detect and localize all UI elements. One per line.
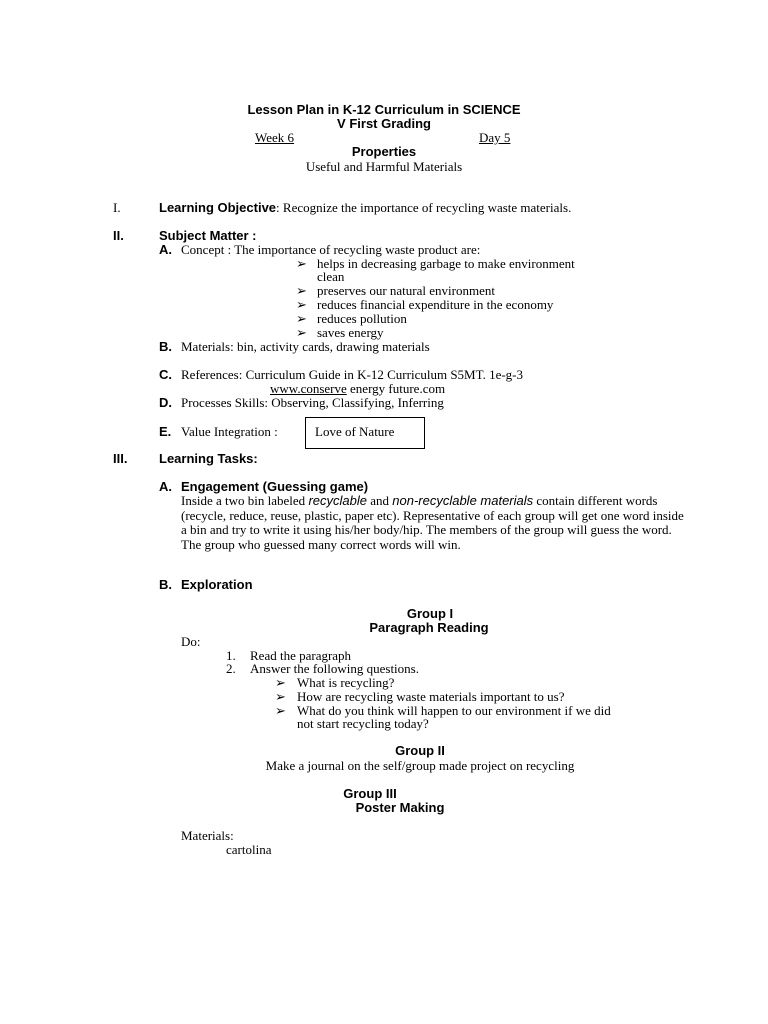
value-text: Love of Nature: [315, 424, 395, 439]
day-label: Day 5: [479, 130, 511, 145]
bullet-icon: ➢: [275, 689, 286, 704]
doc-title: Lesson Plan in K-12 Curriculum in SCIENCE: [247, 102, 521, 117]
non-recyclable-term: non-recyclable materials: [392, 493, 534, 508]
concept-bullet: saves energy: [317, 325, 384, 340]
week-label: Week 6: [255, 130, 295, 145]
exploration-title: Exploration: [181, 577, 253, 592]
objective-label: Learning Objective: [159, 200, 277, 215]
step-number: 1.: [226, 648, 236, 663]
engagement-title: Engagement (Guessing game): [181, 479, 369, 494]
item-letter: E.: [159, 424, 172, 439]
objective-line: [159, 201, 571, 215]
step-number: 2.: [226, 661, 236, 676]
bullet-icon: ➢: [296, 297, 307, 312]
concept-bullet: reduces pollution: [317, 311, 407, 326]
grade-heading: V First Grading: [337, 116, 431, 131]
concept-bullet: preserves our natural environment: [317, 283, 495, 298]
bullet-icon: ➢: [296, 256, 307, 271]
step-text: Answer the following questions.: [250, 661, 419, 676]
group-2-heading: Group II: [395, 743, 445, 758]
materials-item: cartolina: [226, 842, 272, 857]
bullet-icon: ➢: [275, 703, 286, 718]
group-1-heading: Group I: [406, 606, 454, 621]
bullet-icon: ➢: [296, 325, 307, 340]
question-item-cont: not start recycling today?: [297, 716, 429, 731]
do-label: Do:: [181, 634, 201, 649]
concept-bullet: helps in decreasing garbage to make environment: [317, 256, 575, 271]
item-letter: A.: [159, 479, 172, 494]
materials-label: Materials:: [181, 828, 234, 843]
engagement-paragraph: [181, 494, 686, 552]
objective-text: : Recognize the importance of recycling waste materials.: [276, 200, 572, 215]
step-text: Read the paragraph: [250, 648, 352, 663]
skills-text: Processes Skills: Observing, Classifying, Inferring: [181, 395, 444, 410]
item-letter: B.: [159, 577, 172, 592]
learning-tasks-heading: Learning Tasks:: [159, 451, 258, 466]
references-text: References: Curriculum Guide in K-12 Curriculum S5MT. 1e-g-3: [181, 367, 524, 382]
concept-bullet-cont: clean: [317, 269, 345, 284]
section-number: III.: [113, 451, 128, 466]
group-2-activity: Make a journal on the self/group made project on recycling: [265, 758, 575, 773]
bullet-icon: ➢: [296, 283, 307, 298]
item-letter: A.: [159, 242, 172, 257]
group-1-activity: Paragraph Reading: [369, 620, 489, 635]
bullet-icon: ➢: [296, 311, 307, 326]
question-item: How are recycling waste materials important to us?: [297, 689, 565, 704]
engagement-text: Inside a two bin labeled: [181, 493, 309, 508]
references-link-rest: energy future.com: [346, 381, 446, 396]
question-item: What is recycling?: [297, 675, 395, 690]
item-letter: C.: [159, 367, 172, 382]
materials-text: Materials: bin, activity cards, drawing materials: [181, 339, 430, 354]
question-item: What do you think will happen to our environment if we did: [297, 703, 611, 718]
references-url: [270, 382, 445, 396]
group-3-activity: Poster Making: [355, 800, 445, 815]
subtopic-heading: Useful and Harmful Materials: [305, 159, 463, 174]
value-integration-label: Value Integration :: [181, 424, 278, 439]
concept-text: Concept : The importance of recycling waste product are:: [181, 242, 481, 257]
bullet-icon: ➢: [275, 675, 286, 690]
item-letter: B.: [159, 339, 172, 354]
topic-heading: Properties: [351, 144, 417, 159]
engagement-text: contain different words (recycle, reduce, reuse, plastic, paper etc). Representative of each group will get one word inside a bin and try to write it using his/her body/hip. The members of the group will guess the word. The group who guessed many correct words will win.: [181, 493, 684, 552]
group-3-heading: Group III: [343, 786, 397, 801]
section-number: I.: [113, 200, 121, 215]
section-number: II.: [113, 228, 124, 243]
concept-bullet: reduces financial expenditure in the economy: [317, 297, 554, 312]
references-link[interactable]: www.conserve: [270, 381, 347, 396]
recyclable-term: recyclable: [308, 493, 367, 508]
engagement-text: and: [366, 493, 393, 508]
item-letter: D.: [159, 395, 172, 410]
subject-matter-heading: Subject Matter :: [159, 228, 257, 243]
